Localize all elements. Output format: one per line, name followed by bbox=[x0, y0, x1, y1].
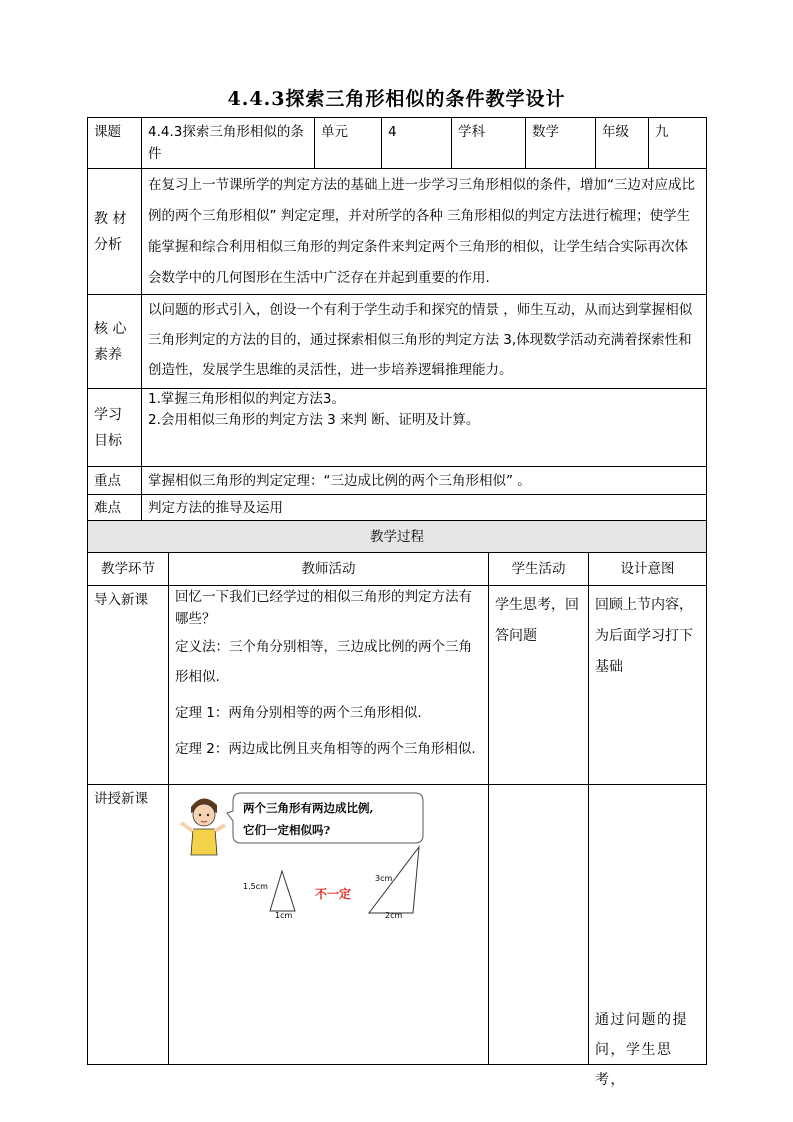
new-stage: 讲授新课 bbox=[94, 791, 148, 807]
small-triangle-side-label: 1.5cm bbox=[243, 882, 268, 891]
intro-theorem-1: 定理 1：两角分别相等的两个三角形相似. bbox=[175, 705, 422, 721]
core-label-line2: 素养 bbox=[94, 346, 122, 363]
col-stage-header: 教学环节 bbox=[101, 561, 155, 577]
page-title: 4.4.3探索三角形相似的条件教学设计 bbox=[227, 88, 566, 110]
unit-label: 单元 bbox=[321, 124, 348, 140]
goal-item-2: 2.会用相似三角形的判定方法 3 来判 断、证明及计算。 bbox=[148, 412, 480, 428]
key-text: 掌握相似三角形的判定定理：“三边成比例的两个三角形相似” 。 bbox=[148, 472, 531, 489]
grade-label: 年级 bbox=[602, 124, 629, 140]
analysis-label-line2: 分析 bbox=[94, 236, 122, 253]
bubble-line-1: 两个三角形有两边成比例, bbox=[243, 801, 374, 815]
speech-bubble-text bbox=[243, 797, 374, 841]
intro-definition: 定义法：三个角分别相等，三边成比例的两个三角形相似. bbox=[175, 639, 472, 685]
goal-label-line2: 目标 bbox=[94, 432, 122, 449]
intro-stage: 导入新课 bbox=[94, 592, 148, 608]
unit-label-cell bbox=[314, 117, 382, 169]
unit-value-cell bbox=[381, 117, 452, 169]
new-teacher-cell bbox=[168, 784, 489, 1065]
intro-intent-cell bbox=[588, 585, 707, 785]
goal-label-cell bbox=[87, 388, 142, 467]
core-text: 以问题的形式引入，创设一个有利于学生动手和探究的情景 ，师生互动，从而达到掌握相似三角形判定的方法的目的，通过探索相似三角形的判定方法 3,体现数学活动充满着探索性和创造性，发展学生思维的灵活性，进一步培养逻辑推理能力。 bbox=[148, 302, 693, 378]
col-intent-cell bbox=[588, 552, 707, 586]
small-triangle-icon bbox=[265, 869, 301, 915]
goal-label-line1: 学习 bbox=[94, 406, 122, 423]
topic-value: 4.4.3探索三角形相似的条件 bbox=[148, 124, 304, 162]
subject-label: 学科 bbox=[458, 124, 485, 140]
grade-value: 九 bbox=[655, 124, 669, 140]
grade-label-cell bbox=[595, 117, 649, 169]
new-stage-cell bbox=[87, 784, 169, 1065]
goal-text-cell bbox=[141, 388, 707, 467]
intro-theorem-2: 定理 2：两边成比例且夹角相等的两个三角形相似. bbox=[175, 741, 476, 757]
subject-value-cell bbox=[525, 117, 596, 169]
analysis-label-cell bbox=[87, 168, 142, 295]
core-text-cell bbox=[141, 294, 707, 389]
col-teacher-header: 教师活动 bbox=[301, 561, 356, 577]
subject-value: 数学 bbox=[532, 124, 559, 140]
goal-item-1: 1.掌握三角形相似的判定方法3。 bbox=[148, 391, 345, 407]
topic-value-cell bbox=[141, 117, 315, 169]
subject-label-cell bbox=[451, 117, 526, 169]
key-text-cell bbox=[141, 466, 707, 495]
large-triangle-base-label: 2cm bbox=[385, 911, 403, 920]
col-stage-cell bbox=[87, 552, 169, 586]
col-teacher-cell bbox=[168, 552, 489, 586]
intro-intent: 回顾上节内容，为后面学习打下基础 bbox=[595, 597, 693, 675]
core-label-line1: 核 心 bbox=[94, 320, 127, 337]
large-triangle-icon bbox=[365, 845, 423, 917]
topic-label: 课题 bbox=[94, 124, 121, 140]
key-label: 重点 bbox=[94, 472, 121, 489]
intro-question: 回忆一下我们已经学过的相似三角形的判定方法有哪些？ bbox=[175, 589, 472, 627]
intro-stage-cell bbox=[87, 585, 169, 785]
grade-value-cell bbox=[648, 117, 707, 169]
boy-icon bbox=[177, 793, 229, 859]
new-intent-cell bbox=[588, 784, 707, 1088]
difficulty-text: 判定方法的推导及运用 bbox=[148, 499, 283, 516]
new-intent: 通过问题的提问，学生思考， bbox=[595, 1012, 688, 1088]
intro-teacher-cell bbox=[168, 585, 489, 785]
intro-student-cell bbox=[488, 585, 589, 785]
col-student-cell bbox=[488, 552, 589, 586]
difficulty-label-cell bbox=[87, 494, 142, 521]
large-triangle-side-label: 3cm bbox=[375, 874, 393, 883]
process-header: 教学过程 bbox=[370, 528, 424, 545]
unit-value: 4 bbox=[388, 124, 397, 140]
col-student-header: 学生活动 bbox=[511, 561, 566, 577]
topic-label-cell bbox=[87, 117, 142, 169]
verdict-text: 不一定 bbox=[315, 887, 352, 901]
intro-student: 学生思考，回答问题 bbox=[495, 597, 579, 644]
core-label-cell bbox=[87, 294, 142, 389]
process-header-cell bbox=[87, 520, 707, 553]
analysis-text: 在复习上一节课所学的判定方法的基础上进一步学习三角形相似的条件，增加“三边对应成比例的两个三角形相似” 判定定理，并对所学的各种 三角形相似的判定方法进行梳理；使学生能掌握和综合利用相似三角形的判定条件来判定两个三角形的相似，让学生结合实际再次体会数学中的几何图形在生活中广泛存在并起到重要的作用. bbox=[148, 177, 695, 286]
new-student-cell bbox=[488, 784, 589, 1065]
small-triangle-base-label: 1cm bbox=[275, 911, 293, 920]
analysis-label-line1: 教 材 bbox=[94, 210, 127, 227]
key-label-cell bbox=[87, 466, 142, 495]
col-intent-header: 设计意图 bbox=[620, 561, 675, 577]
analysis-text-cell bbox=[141, 168, 707, 295]
difficulty-label: 难点 bbox=[94, 499, 121, 516]
bubble-line-2: 它们一定相似吗? bbox=[243, 823, 331, 837]
difficulty-text-cell bbox=[141, 494, 707, 521]
